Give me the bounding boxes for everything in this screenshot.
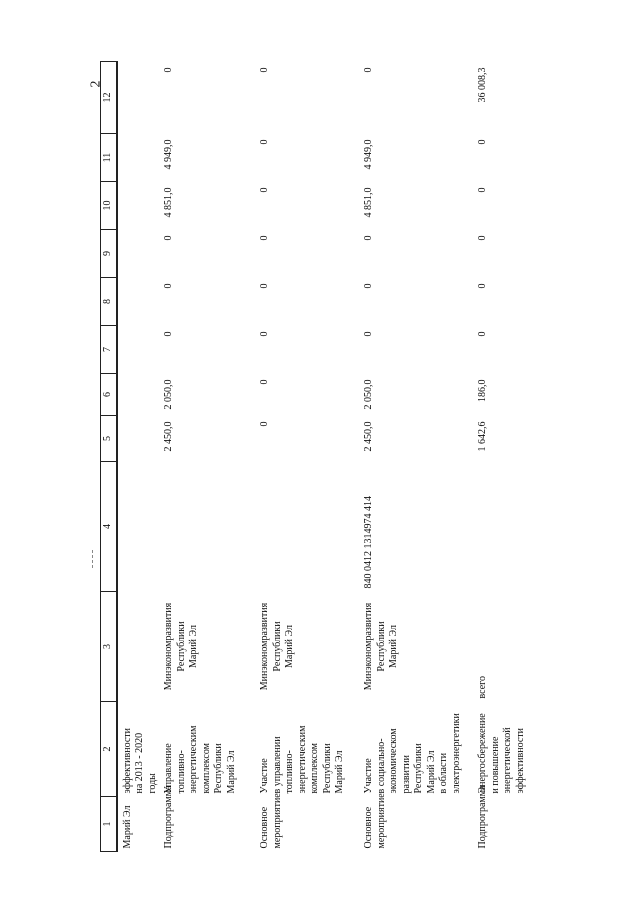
executor-cell: Минэкономразвития Республики Марий Эл [259, 602, 295, 691]
column-header: 1 [101, 797, 117, 852]
value-cell: 0 [163, 331, 174, 337]
value-cell: 0 [259, 379, 270, 385]
status-cell: Марий Эл [121, 805, 133, 849]
code-cell [117, 462, 160, 592]
status-cell: Основное мероприятие [259, 793, 283, 849]
value-cell: 0 [163, 283, 174, 289]
value-cell [117, 416, 160, 462]
executor-cell: всего [477, 675, 488, 699]
column-header: 8 [101, 278, 117, 326]
value-cell: 4 949,0 [363, 139, 374, 170]
value-cell: 186,0 [477, 379, 488, 402]
value-cell: 4 851,0 [163, 187, 174, 218]
value-cell [117, 182, 160, 230]
code-cell: 840 0412 1314974 414 [363, 496, 374, 589]
value-cell: 2 450,0 [363, 421, 374, 452]
value-cell: 4 851,0 [363, 187, 374, 218]
value-cell: 2 050,0 [363, 379, 374, 410]
table-row [159, 62, 255, 852]
executor-cell: Минэкономразвития Республики Марий Эл [363, 602, 399, 691]
value-cell: 0 [259, 67, 270, 73]
name-cell: Управление топливно- энергетическим комплексом Республики Марий Эл [163, 725, 237, 794]
status-cell: Основное мероприятие [363, 793, 387, 849]
status-cell: Подпрограмма [163, 785, 174, 849]
value-cell: 36 008,3 [477, 67, 488, 103]
name-cell: Энергосбережение и повышение энергетической эффективности [477, 713, 526, 794]
value-cell: 0 [259, 139, 270, 145]
program-funding-table [100, 61, 533, 852]
value-cell: 0 [259, 187, 270, 193]
value-cell [117, 230, 160, 278]
column-number-row [101, 62, 117, 852]
value-cell: 0 [363, 67, 374, 73]
value-cell: 0 [477, 283, 488, 289]
value-cell: 0 [477, 331, 488, 337]
table-row [117, 62, 160, 852]
value-cell: 0 [259, 421, 270, 427]
column-header: 6 [101, 374, 117, 416]
column-header: 5 [101, 416, 117, 462]
code-cell [159, 462, 255, 592]
value-cell: 0 [477, 139, 488, 145]
value-cell: 4 949,0 [163, 139, 174, 170]
code-cell [255, 462, 359, 592]
value-cell: 0 [259, 235, 270, 241]
value-cell: 1 642,6 [477, 421, 488, 452]
value-cell: 2 050,0 [163, 379, 174, 410]
executor-cell: Минэкономразвития Республики Марий Эл [163, 602, 199, 691]
value-cell [117, 278, 160, 326]
column-header: 10 [101, 182, 117, 230]
column-header: 9 [101, 230, 117, 278]
value-cell: 0 [163, 67, 174, 73]
status-cell: Подпрограмма [477, 785, 488, 849]
value-cell [117, 374, 160, 416]
page-number: 2 [88, 80, 104, 88]
column-header: 12 [101, 62, 117, 134]
value-cell: 0 [363, 235, 374, 241]
name-cell: Участие в управлении топливно- энергетическим комплексом Республики Марий Эл [259, 725, 345, 794]
column-header: 4 [101, 462, 117, 592]
value-cell: 0 [259, 331, 270, 337]
value-cell: 0 [163, 235, 174, 241]
column-header: 2 [101, 702, 117, 797]
name-cell: эффективности на 2013 - 2020 годы [121, 727, 158, 794]
value-cell: 2 450,0 [163, 421, 174, 452]
table-row [255, 62, 359, 852]
name-cell: Участие в социально- экономическом развитии Республики Марий Эл в области электроэнергетики [363, 713, 462, 794]
value-cell: 0 [477, 187, 488, 193]
rotated-table-sheet [100, 67, 540, 852]
executor-cell [117, 592, 160, 702]
code-cell [473, 462, 533, 592]
value-cell [117, 326, 160, 374]
value-cell: 0 [259, 283, 270, 289]
column-header: 11 [101, 134, 117, 182]
table-row [473, 62, 533, 852]
value-cell: 0 [477, 235, 488, 241]
scan-mark [92, 550, 94, 568]
value-cell: 0 [363, 283, 374, 289]
value-cell [117, 62, 160, 134]
column-header: 3 [101, 592, 117, 702]
value-cell [117, 134, 160, 182]
column-header: 7 [101, 326, 117, 374]
value-cell: 0 [363, 331, 374, 337]
table-row [359, 62, 473, 852]
